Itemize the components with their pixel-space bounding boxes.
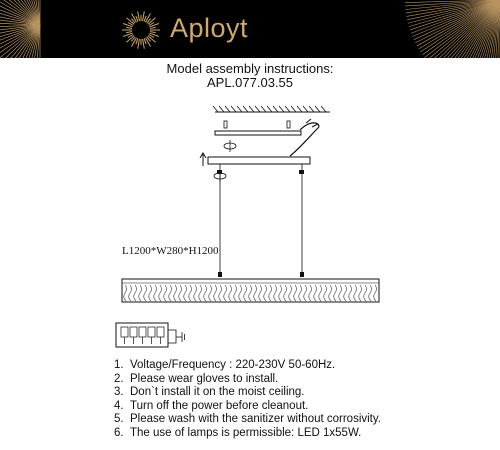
- list-item: 5. Please wash with the sanitizer without corrosivity.: [114, 413, 381, 425]
- list-item: 2. Please wear gloves to install.: [114, 372, 279, 385]
- instructions-list: [114, 359, 381, 440]
- list-item: 6. The use of lamps is permissible: LED 1x55W.: [114, 426, 362, 439]
- mounting-bracket: [215, 131, 301, 135]
- power-wire: [290, 123, 319, 156]
- dimensions-label: L1200*W280*H1200: [122, 245, 219, 257]
- brand-name: Aployt: [170, 13, 249, 43]
- model-number: APL.077.03.55: [206, 75, 294, 90]
- screw-icon: [224, 121, 290, 128]
- ceiling: [213, 106, 330, 112]
- page-title: Model assembly instructions:: [166, 61, 334, 76]
- list-item: 4. Turn off the power before cleanout.: [114, 399, 309, 412]
- luminaire-bar: [122, 279, 379, 302]
- list-item: 1. Voltage/Frequency : 220-230V 50-60Hz.: [114, 359, 336, 371]
- up-arrow-icon: [200, 153, 206, 166]
- canopy: [208, 157, 310, 164]
- wiring-terminal-icon: [116, 323, 185, 347]
- list-item: 3. Don`t install it on the moist ceiling.: [114, 386, 305, 398]
